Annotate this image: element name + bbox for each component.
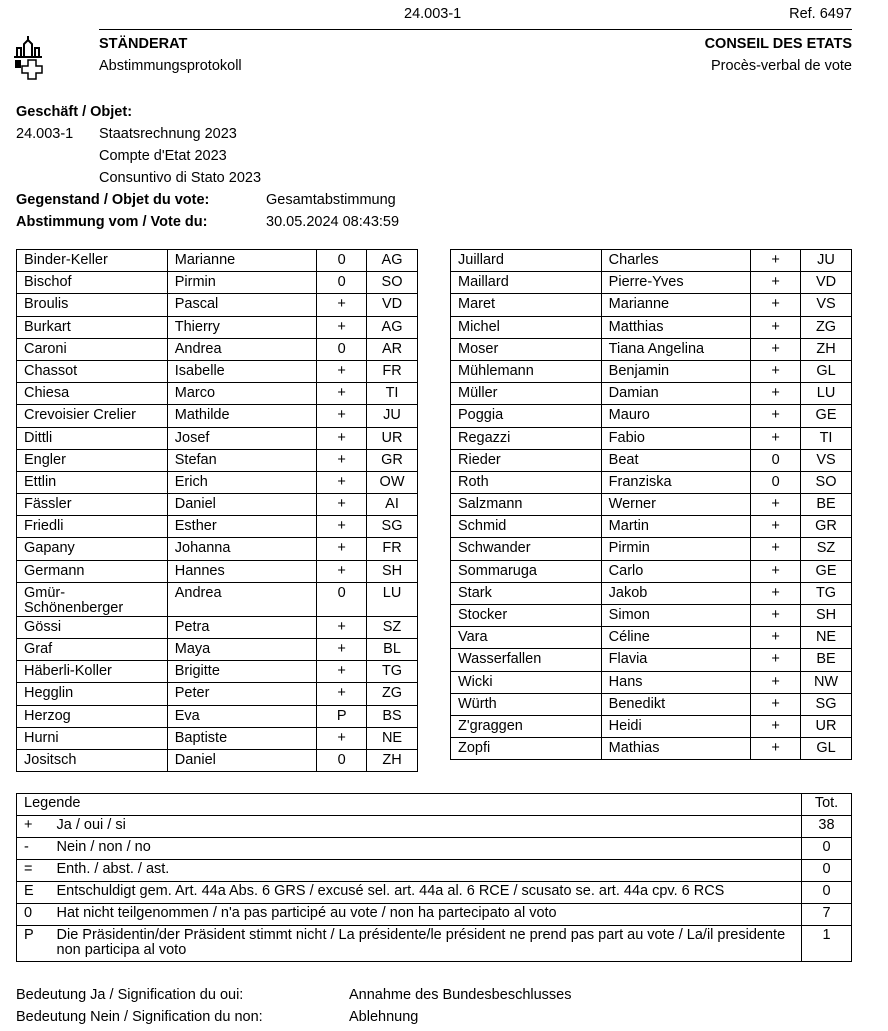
vote-row xyxy=(17,250,418,272)
member-last-name: Friedli xyxy=(17,516,168,538)
member-canton: VD xyxy=(801,272,852,294)
business-title-de: Staatsrechnung 2023 xyxy=(99,126,237,142)
member-vote: + xyxy=(751,316,801,338)
member-last-name: Moser xyxy=(451,338,602,360)
vote-row xyxy=(17,383,418,405)
member-vote: + xyxy=(751,582,801,604)
vote-row xyxy=(17,316,418,338)
member-vote: 0 xyxy=(751,471,801,493)
vote-row xyxy=(451,738,852,760)
vote-row xyxy=(451,627,852,649)
vote-row xyxy=(451,250,852,272)
member-vote: 0 xyxy=(317,272,367,294)
member-canton: AI xyxy=(367,494,418,516)
member-first-name: Peter xyxy=(167,683,316,705)
member-canton: TG xyxy=(367,661,418,683)
member-last-name: Sommaruga xyxy=(451,560,602,582)
votes-table-right xyxy=(450,249,852,760)
member-first-name: Martin xyxy=(601,516,751,538)
member-first-name: Tiana Angelina xyxy=(601,338,751,360)
legend-symbol: - xyxy=(17,838,50,860)
member-canton: ZG xyxy=(367,683,418,705)
member-vote: + xyxy=(317,427,367,449)
vote-row xyxy=(451,671,852,693)
meaning-no-value: Ablehnung xyxy=(349,1009,419,1025)
member-last-name: Gapany xyxy=(17,538,168,560)
vote-row xyxy=(17,427,418,449)
member-first-name: Daniel xyxy=(167,494,316,516)
member-canton: VD xyxy=(367,294,418,316)
member-last-name: Wicki xyxy=(451,671,602,693)
member-vote: + xyxy=(317,405,367,427)
legend-symbol: E xyxy=(17,882,50,904)
member-last-name: Hurni xyxy=(17,727,168,749)
legend-total: 0 xyxy=(802,838,852,860)
legend-table xyxy=(16,793,852,962)
member-last-name: Ettlin xyxy=(17,471,168,493)
member-vote: + xyxy=(317,360,367,382)
member-first-name: Isabelle xyxy=(167,360,316,382)
legend-text: Nein / non / no xyxy=(50,838,802,860)
member-last-name: Germann xyxy=(17,560,168,582)
legend-symbol: P xyxy=(17,926,50,962)
member-first-name: Werner xyxy=(601,494,751,516)
member-first-name: Matthias xyxy=(601,316,751,338)
ref-number: Ref. 6497 xyxy=(789,6,852,22)
member-first-name: Maya xyxy=(167,639,316,661)
member-last-name: Rieder xyxy=(451,449,602,471)
meaning-yes-label: Bedeutung Ja / Signification du oui: xyxy=(16,987,244,1003)
member-last-name: Roth xyxy=(451,471,602,493)
member-first-name: Céline xyxy=(601,627,751,649)
header-left xyxy=(99,36,242,74)
member-canton: TG xyxy=(801,582,852,604)
member-canton: SG xyxy=(801,693,852,715)
member-last-name: Salzmann xyxy=(451,494,602,516)
member-canton: SH xyxy=(801,605,852,627)
member-vote: 0 xyxy=(317,338,367,360)
member-last-name: Crevoisier Crelier xyxy=(17,405,168,427)
member-vote: + xyxy=(317,316,367,338)
protocol-title-de: Abstimmungsprotokoll xyxy=(99,58,242,74)
vote-row xyxy=(17,494,418,516)
vote-row xyxy=(451,272,852,294)
member-vote: + xyxy=(751,360,801,382)
legend-text: Ja / oui / si xyxy=(50,816,802,838)
legend-symbol: 0 xyxy=(17,904,50,926)
doc-number: 24.003-1 xyxy=(404,6,462,22)
member-first-name: Erich xyxy=(167,471,316,493)
legend-total: 1 xyxy=(802,926,852,962)
parliament-logo-icon xyxy=(14,36,50,80)
member-first-name: Simon xyxy=(601,605,751,627)
vote-row xyxy=(451,516,852,538)
member-last-name: Burkart xyxy=(17,316,168,338)
member-last-name: Vara xyxy=(451,627,602,649)
vote-row xyxy=(17,683,418,705)
member-vote: + xyxy=(751,649,801,671)
member-canton: ZG xyxy=(801,316,852,338)
council-name-de: STÄNDERAT xyxy=(99,36,188,52)
member-first-name: Marco xyxy=(167,383,316,405)
member-vote: + xyxy=(751,272,801,294)
member-vote: + xyxy=(317,560,367,582)
member-first-name: Benedikt xyxy=(601,693,751,715)
vote-row xyxy=(451,316,852,338)
vote-row xyxy=(451,582,852,604)
vote-row xyxy=(17,639,418,661)
vote-row xyxy=(17,405,418,427)
member-canton: TI xyxy=(801,427,852,449)
member-canton: NE xyxy=(367,727,418,749)
legend-header-row xyxy=(17,794,852,816)
member-last-name: Engler xyxy=(17,449,168,471)
member-first-name: Brigitte xyxy=(167,661,316,683)
member-vote: + xyxy=(751,494,801,516)
member-first-name: Carlo xyxy=(601,560,751,582)
business-title-it: Consuntivo di Stato 2023 xyxy=(99,170,262,186)
member-first-name: Pirmin xyxy=(601,538,751,560)
member-canton: JU xyxy=(367,405,418,427)
member-vote: + xyxy=(751,250,801,272)
header-right xyxy=(705,36,852,74)
member-canton: SZ xyxy=(367,616,418,638)
member-first-name: Petra xyxy=(167,616,316,638)
member-first-name: Baptiste xyxy=(167,727,316,749)
member-last-name: Graf xyxy=(17,639,168,661)
member-first-name: Andrea xyxy=(167,582,316,616)
meaning-no-label: Bedeutung Nein / Signification du non: xyxy=(16,1009,263,1025)
legend-row xyxy=(17,926,852,962)
member-last-name: Poggia xyxy=(451,405,602,427)
member-canton: GL xyxy=(801,360,852,382)
vote-row xyxy=(17,560,418,582)
member-last-name: Z'graggen xyxy=(451,715,602,737)
member-vote: + xyxy=(751,627,801,649)
member-canton: GE xyxy=(801,405,852,427)
member-first-name: Thierry xyxy=(167,316,316,338)
business-info xyxy=(16,101,856,233)
member-vote: + xyxy=(751,538,801,560)
member-canton: ZH xyxy=(367,749,418,771)
member-canton: ZH xyxy=(801,338,852,360)
vote-row xyxy=(451,605,852,627)
member-first-name: Daniel xyxy=(167,749,316,771)
member-first-name: Pierre-Yves xyxy=(601,272,751,294)
member-vote: + xyxy=(317,383,367,405)
member-last-name: Stark xyxy=(451,582,602,604)
member-first-name: Benjamin xyxy=(601,360,751,382)
member-first-name: Andrea xyxy=(167,338,316,360)
vote-row xyxy=(451,538,852,560)
vote-row xyxy=(451,649,852,671)
top-reference-bar xyxy=(0,6,888,26)
member-canton: SH xyxy=(367,560,418,582)
member-vote: + xyxy=(751,693,801,715)
legend-text: Die Präsidentin/der Präsident stimmt nicht / La présidente/le président ne prend pas part au vote / La/il presidente non participa al voto xyxy=(50,926,802,962)
legend-total: 38 xyxy=(802,816,852,838)
legend-row xyxy=(17,838,852,860)
member-canton: FR xyxy=(367,360,418,382)
member-canton: BE xyxy=(801,494,852,516)
member-first-name: Fabio xyxy=(601,427,751,449)
member-first-name: Damian xyxy=(601,383,751,405)
vote-row xyxy=(451,693,852,715)
header-divider xyxy=(99,29,852,30)
vote-row xyxy=(451,715,852,737)
member-canton: LU xyxy=(367,582,418,616)
member-vote: + xyxy=(317,683,367,705)
member-vote: 0 xyxy=(317,250,367,272)
member-vote: + xyxy=(751,715,801,737)
legend-row xyxy=(17,904,852,926)
subject-label: Gegenstand / Objet du vote: xyxy=(16,192,210,208)
member-canton: AG xyxy=(367,250,418,272)
member-canton: LU xyxy=(801,383,852,405)
vote-row xyxy=(17,749,418,771)
protocol-title-fr: Procès-verbal de vote xyxy=(710,58,852,74)
member-vote: + xyxy=(751,516,801,538)
member-first-name: Josef xyxy=(167,427,316,449)
member-canton: JU xyxy=(801,250,852,272)
member-first-name: Mathias xyxy=(601,738,751,760)
vote-row xyxy=(17,616,418,638)
member-first-name: Beat xyxy=(601,449,751,471)
member-vote: + xyxy=(317,538,367,560)
member-canton: BE xyxy=(801,649,852,671)
legend-total: 0 xyxy=(802,860,852,882)
member-canton: SO xyxy=(367,272,418,294)
member-first-name: Mauro xyxy=(601,405,751,427)
member-first-name: Hannes xyxy=(167,560,316,582)
vote-row xyxy=(451,360,852,382)
member-vote: 0 xyxy=(317,749,367,771)
member-first-name: Flavia xyxy=(601,649,751,671)
member-last-name: Caroni xyxy=(17,338,168,360)
member-vote: + xyxy=(317,639,367,661)
member-canton: AG xyxy=(367,316,418,338)
member-vote: + xyxy=(317,494,367,516)
legend-row xyxy=(17,882,852,904)
member-canton: UR xyxy=(367,427,418,449)
member-vote: 0 xyxy=(317,582,367,616)
member-last-name: Fässler xyxy=(17,494,168,516)
member-vote: + xyxy=(317,661,367,683)
legend-symbol: + xyxy=(17,816,50,838)
member-canton: GR xyxy=(367,449,418,471)
legend-text: Hat nicht teilgenommen / n'a pas participé au vote / non ha partecipato al voto xyxy=(50,904,802,926)
vote-row xyxy=(17,294,418,316)
member-first-name: Stefan xyxy=(167,449,316,471)
business-label: Geschäft / Objet: xyxy=(16,104,133,120)
member-last-name: Maillard xyxy=(451,272,602,294)
vote-row xyxy=(451,294,852,316)
member-first-name: Heidi xyxy=(601,715,751,737)
member-last-name: Wasserfallen xyxy=(451,649,602,671)
vote-row xyxy=(17,449,418,471)
member-last-name: Chiesa xyxy=(17,383,168,405)
member-last-name: Schmid xyxy=(451,516,602,538)
member-canton: AR xyxy=(367,338,418,360)
council-name-fr: CONSEIL DES ETATS xyxy=(704,36,852,52)
member-canton: VS xyxy=(801,294,852,316)
member-last-name: Binder-Keller xyxy=(17,250,168,272)
member-canton: GR xyxy=(801,516,852,538)
vote-row xyxy=(451,560,852,582)
member-vote: + xyxy=(751,427,801,449)
member-last-name: Regazzi xyxy=(451,427,602,449)
member-canton: UR xyxy=(801,715,852,737)
member-canton: NW xyxy=(801,671,852,693)
member-last-name: Schwander xyxy=(451,538,602,560)
member-first-name: Pirmin xyxy=(167,272,316,294)
member-canton: BS xyxy=(367,705,418,727)
votes-table-left xyxy=(16,249,418,772)
member-last-name: Bischof xyxy=(17,272,168,294)
vote-row xyxy=(17,272,418,294)
member-vote: + xyxy=(751,605,801,627)
business-title-fr: Compte d'Etat 2023 xyxy=(99,148,227,164)
vote-row xyxy=(17,538,418,560)
legend-title: Legende xyxy=(17,794,802,816)
member-last-name: Hegglin xyxy=(17,683,168,705)
vote-row xyxy=(17,516,418,538)
vote-row xyxy=(17,360,418,382)
vote-row xyxy=(451,471,852,493)
member-vote: + xyxy=(317,616,367,638)
subject-value: Gesamtabstimmung xyxy=(266,192,396,208)
member-vote: 0 xyxy=(751,449,801,471)
legend-symbol: = xyxy=(17,860,50,882)
member-first-name: Jakob xyxy=(601,582,751,604)
legend-text: Entschuldigt gem. Art. 44a Abs. 6 GRS / excusé sel. art. 44a al. 6 RCE / scusato se. art. 44a cpv. 6 RCS xyxy=(50,882,802,904)
member-last-name: Gmür-Schönenberger xyxy=(17,582,168,616)
member-first-name: Pascal xyxy=(167,294,316,316)
member-canton: GE xyxy=(801,560,852,582)
member-last-name: Dittli xyxy=(17,427,168,449)
legend-total-header: Tot. xyxy=(802,794,852,816)
member-vote: + xyxy=(751,560,801,582)
member-vote: + xyxy=(317,516,367,538)
business-number: 24.003-1 xyxy=(16,126,74,142)
vote-row xyxy=(451,449,852,471)
member-canton: GL xyxy=(801,738,852,760)
member-vote: + xyxy=(751,338,801,360)
member-first-name: Franziska xyxy=(601,471,751,493)
member-canton: TI xyxy=(367,383,418,405)
member-first-name: Johanna xyxy=(167,538,316,560)
vote-row xyxy=(451,383,852,405)
member-vote: + xyxy=(751,294,801,316)
member-first-name: Mathilde xyxy=(167,405,316,427)
member-canton: SZ xyxy=(801,538,852,560)
vote-meaning xyxy=(16,984,856,1028)
member-last-name: Müller xyxy=(451,383,602,405)
member-canton: OW xyxy=(367,471,418,493)
member-vote: + xyxy=(317,471,367,493)
date-value: 30.05.2024 08:43:59 xyxy=(266,214,400,230)
date-label: Abstimmung vom / Vote du: xyxy=(16,214,208,230)
member-last-name: Michel xyxy=(451,316,602,338)
member-canton: NE xyxy=(801,627,852,649)
vote-row xyxy=(17,661,418,683)
member-first-name: Esther xyxy=(167,516,316,538)
vote-row xyxy=(17,582,418,616)
member-vote: + xyxy=(317,294,367,316)
member-vote: + xyxy=(317,449,367,471)
member-last-name: Würth xyxy=(451,693,602,715)
member-vote: + xyxy=(751,738,801,760)
vote-row xyxy=(17,338,418,360)
member-last-name: Jositsch xyxy=(17,749,168,771)
member-vote: + xyxy=(751,671,801,693)
legend-text: Enth. / abst. / ast. xyxy=(50,860,802,882)
member-vote: P xyxy=(317,705,367,727)
member-first-name: Marianne xyxy=(167,250,316,272)
member-last-name: Maret xyxy=(451,294,602,316)
member-last-name: Mühlemann xyxy=(451,360,602,382)
member-canton: BL xyxy=(367,639,418,661)
vote-row xyxy=(451,338,852,360)
member-vote: + xyxy=(317,727,367,749)
member-canton: FR xyxy=(367,538,418,560)
member-canton: SO xyxy=(801,471,852,493)
vote-row xyxy=(451,494,852,516)
member-last-name: Broulis xyxy=(17,294,168,316)
member-last-name: Chassot xyxy=(17,360,168,382)
member-canton: SG xyxy=(367,516,418,538)
vote-row xyxy=(17,471,418,493)
member-first-name: Marianne xyxy=(601,294,751,316)
member-last-name: Juillard xyxy=(451,250,602,272)
member-canton: VS xyxy=(801,449,852,471)
legend-total: 7 xyxy=(802,904,852,926)
member-last-name: Zopfi xyxy=(451,738,602,760)
member-first-name: Eva xyxy=(167,705,316,727)
member-last-name: Häberli-Koller xyxy=(17,661,168,683)
member-first-name: Charles xyxy=(601,250,751,272)
vote-row xyxy=(17,727,418,749)
member-vote: + xyxy=(751,383,801,405)
member-last-name: Herzog xyxy=(17,705,168,727)
vote-row xyxy=(17,705,418,727)
vote-row xyxy=(451,427,852,449)
member-first-name: Hans xyxy=(601,671,751,693)
legend-row xyxy=(17,860,852,882)
legend-row xyxy=(17,816,852,838)
meaning-yes-value: Annahme des Bundesbeschlusses xyxy=(349,987,572,1003)
member-last-name: Stocker xyxy=(451,605,602,627)
vote-row xyxy=(451,405,852,427)
legend-total: 0 xyxy=(802,882,852,904)
member-vote: + xyxy=(751,405,801,427)
member-last-name: Gössi xyxy=(17,616,168,638)
